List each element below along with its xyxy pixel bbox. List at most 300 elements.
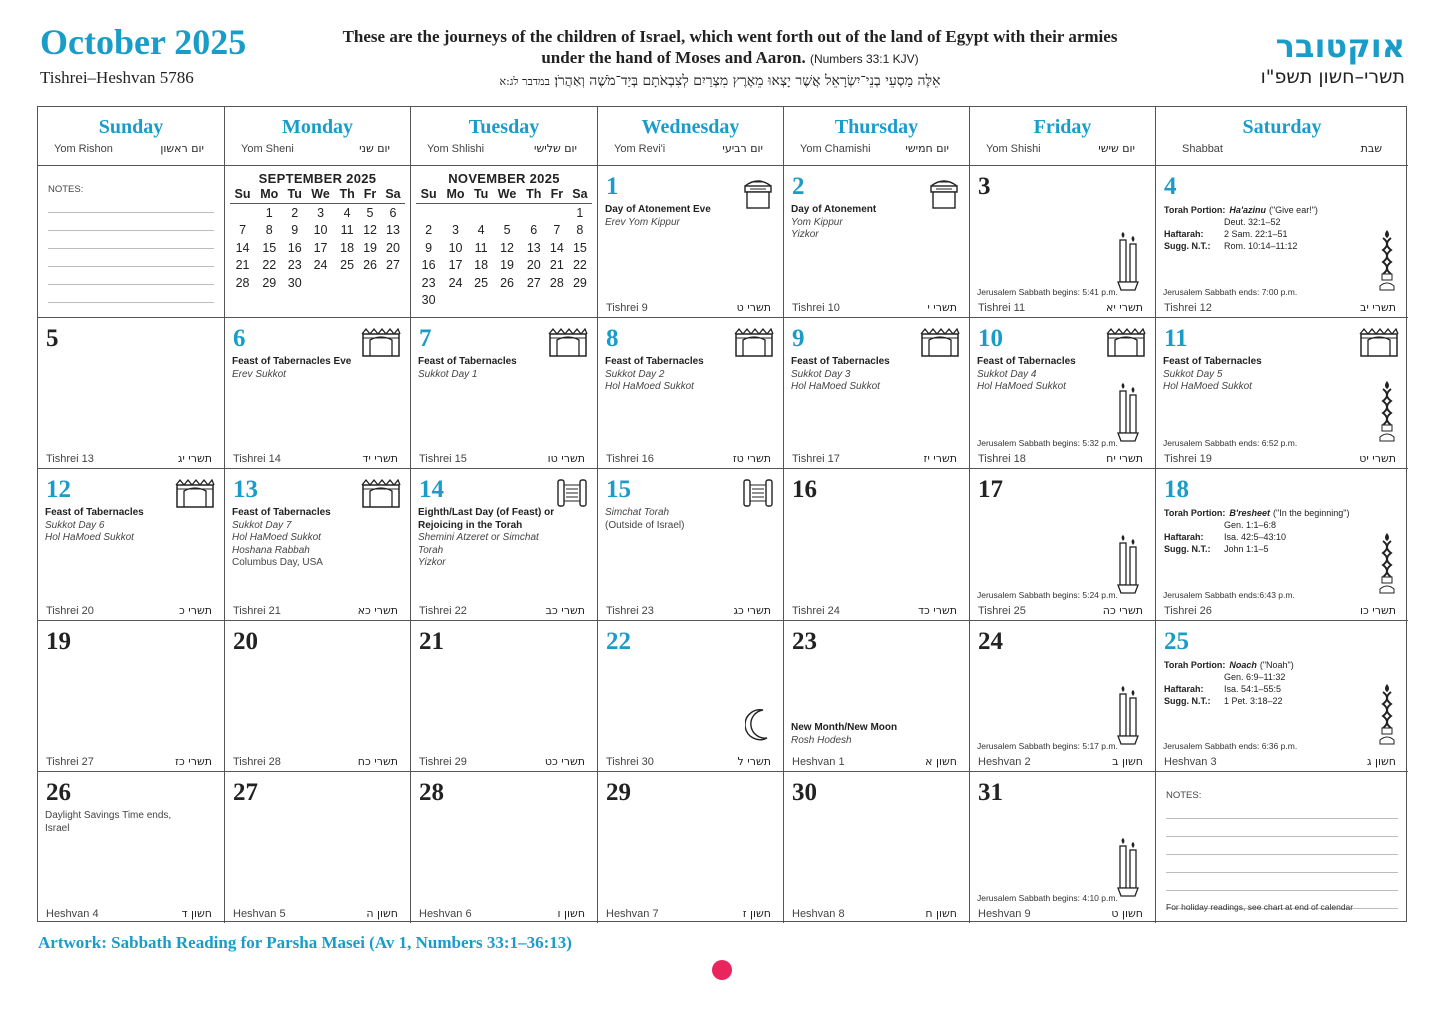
day-cell-14 (411, 468, 598, 620)
event-lines (232, 507, 370, 570)
sabbath-candles-icon (1115, 232, 1141, 299)
mini-date (470, 292, 493, 310)
event-line: Feast of Tabernacles (1163, 356, 1262, 367)
torah-scroll-icon (741, 477, 775, 514)
event-line: Daylight Savings Time ends, Israel (45, 810, 172, 834)
event-lines (418, 507, 557, 570)
event-line: Sukkot Day 1 (418, 368, 478, 380)
jewish-date: Tishrei 27 (46, 756, 94, 768)
weekday-transliteration: Yom Shlishi (427, 143, 485, 155)
date-number: 15 (606, 476, 631, 503)
scripture-quote (330, 26, 1130, 70)
torah-readings (1164, 659, 1294, 707)
mini-date (441, 292, 470, 310)
event-lines (791, 722, 929, 747)
mini-calendar-cell (411, 165, 598, 317)
day-cell-20 (225, 620, 411, 771)
day-cell-13 (225, 468, 411, 620)
date-number: 12 (46, 476, 71, 503)
torah-portion-meaning: ("In the beginning") (1273, 508, 1350, 518)
weekday-transliteration: Yom Shishi (986, 143, 1041, 155)
sabbath-time: Jerusalem Sabbath ends: 6:52 p.m. (1163, 438, 1298, 448)
notes-line[interactable] (1166, 837, 1398, 855)
nt-reading: 1 Pet. 3:18–22 (1224, 696, 1283, 706)
jewish-date-hebrew: תשרי טז (732, 452, 771, 465)
event-line: Rejoicing in the Torah (418, 519, 523, 531)
notes-area (48, 184, 214, 303)
havdalah-candle-icon (1378, 381, 1396, 450)
event-line: Erev Sukkot (232, 368, 286, 380)
date-number: 23 (792, 628, 817, 655)
event-line: Feast of Tabernacles (232, 507, 331, 518)
weekday-hebrew: יום שני (359, 142, 390, 155)
date-number: 30 (792, 779, 817, 806)
artwork-caption: Artwork: Sabbath Reading for Parsha Masei (Av 1, Numbers 33:1–36:13) (38, 933, 572, 952)
mini-day-header: Sa (381, 187, 405, 204)
event-line: Yom Kippur (791, 216, 843, 228)
event-line: Shemini Atzeret or Simchat Torah (418, 532, 539, 556)
haftarah-reading: 2 Sam. 22:1–51 (1224, 229, 1288, 239)
jewish-date: Tishrei 14 (233, 453, 281, 465)
mini-date: 18 (474, 258, 489, 273)
day-cell-22 (598, 620, 784, 771)
mini-date (546, 292, 568, 310)
sukkah-icon (174, 477, 216, 514)
event-lines (45, 810, 184, 835)
weekday-header-wednesday (598, 107, 784, 165)
notes-line[interactable] (1166, 801, 1398, 819)
mini-day-header: Tu (283, 187, 306, 204)
mini-date: 13 (386, 223, 400, 238)
haftarah-reading: Isa. 42:5–43:10 (1224, 532, 1287, 542)
event-lines (977, 356, 1115, 394)
event-lines (605, 204, 743, 229)
torah-readings (1164, 507, 1349, 555)
nt-label: Sugg. N.T.: (1164, 544, 1211, 554)
jewish-date-hebrew: חשון ה (366, 907, 398, 920)
jewish-months: Tishrei–Heshvan 5786 (40, 68, 194, 87)
event-lines (605, 356, 743, 394)
jewish-date: Tishrei 26 (1164, 605, 1212, 617)
mini-date: 28 (235, 275, 250, 290)
sabbath-time: Jerusalem Sabbath begins: 4:10 p.m. (977, 893, 1118, 903)
mini-date: 9 (425, 240, 433, 255)
jewish-date: Heshvan 3 (1164, 756, 1217, 768)
mini-date: 5 (503, 223, 511, 238)
mini-date: 29 (572, 275, 587, 290)
mini-date: 14 (235, 240, 250, 255)
jewish-date-hebrew: חשון ד (181, 907, 212, 920)
mini-date: 2 (291, 205, 299, 220)
sukkah-icon (547, 326, 589, 363)
mini-date: 7 (239, 223, 247, 238)
sabbath-candles-icon (1115, 383, 1141, 450)
mini-day-header: Th (335, 187, 359, 204)
event-line: Columbus Day, USA (232, 557, 323, 568)
mini-date: 27 (526, 275, 541, 290)
mini-date (381, 274, 405, 292)
jewish-date-hebrew: תשרי כו (1359, 604, 1396, 617)
notes-line[interactable] (48, 195, 214, 213)
mini-date: 23 (287, 258, 302, 273)
torah-scroll-icon (555, 477, 589, 514)
jewish-date-hebrew: תשרי ט (736, 301, 771, 314)
day-cell-10 (970, 317, 1156, 468)
date-number: 24 (978, 628, 1003, 655)
event-line: Rosh Hodesh (791, 734, 852, 746)
havdalah-candle-icon (1378, 230, 1396, 299)
jewish-date-hebrew: תשרי כא (357, 604, 398, 617)
jewish-date-hebrew: חשון ו (557, 907, 585, 920)
day-cell-16 (784, 468, 970, 620)
jewish-date: Tishrei 12 (1164, 302, 1212, 314)
hebrew-quote-text: אֵלֶּה מַסְעֵי בְנֵי־יִשְׂרָאֵל אֲשֶׁר יָצְאוּ מֵאֶרֶץ מִצְרַיִם לְצִבְאֹתָם בְּיַד־מֹשֶׁה וְאַהֲרֹן׃ (554, 73, 941, 89)
event-line: (Outside of Israel) (605, 519, 685, 531)
mini-date: 12 (363, 223, 377, 238)
notes-label: NOTES: (1166, 790, 1202, 801)
date-number: 3 (978, 173, 991, 200)
mini-date: 8 (576, 223, 584, 238)
jewish-date-hebrew: תשרי יט (1359, 452, 1396, 465)
mini-date: 30 (421, 293, 436, 308)
day-cell-11 (1156, 317, 1408, 468)
torah-portion-meaning: ("Noah") (1259, 660, 1294, 670)
haftarah-label: Haftarah: (1164, 532, 1204, 542)
mini-day-header: Mo (441, 187, 470, 204)
mini-date (522, 204, 546, 222)
mini-date: 6 (389, 205, 397, 220)
jewish-date: Tishrei 25 (978, 605, 1026, 617)
notes-line[interactable] (1166, 819, 1398, 837)
event-lines (791, 204, 929, 242)
jewish-date-hebrew: תשרי כה (1102, 604, 1143, 617)
date-number: 27 (233, 779, 258, 806)
jewish-date: Tishrei 9 (606, 302, 648, 314)
jewish-date-hebrew: חשון ג (1366, 755, 1396, 768)
weekday-hebrew: שבת (1360, 142, 1382, 155)
mini-date (470, 204, 493, 222)
mini-date: 27 (386, 258, 400, 273)
mini-date: 21 (235, 258, 250, 273)
torah-portion-name: Noach (1229, 660, 1257, 670)
weekday-header-friday (970, 107, 1156, 165)
event-lines (232, 356, 370, 381)
mini-date: 19 (363, 240, 377, 255)
jewish-date: Tishrei 10 (792, 302, 840, 314)
mini-date (522, 292, 546, 310)
event-line: Hol HaMoed Sukkot (605, 381, 694, 392)
date-number: 28 (419, 779, 444, 806)
date-number: 14 (419, 476, 444, 503)
mini-date: 19 (500, 258, 515, 273)
date-number: 9 (792, 325, 805, 352)
event-line: Sukkot Day 2 (605, 368, 665, 380)
jewish-date-hebrew: תשרי כג (733, 604, 771, 617)
weekday-transliteration: Yom Sheni (241, 143, 294, 155)
mini-date: 22 (572, 258, 587, 273)
hebrew-jewish-months: תשרי–חשון תשפ"ו (1260, 66, 1405, 88)
torah-reading: Deut. 32:1–52 (1224, 217, 1281, 227)
day-cell-12 (38, 468, 225, 620)
mini-date (416, 204, 441, 222)
hebrew-month-title: אוקטובר (1275, 27, 1405, 65)
weekday-name: Saturday (1242, 116, 1322, 138)
notes-line[interactable] (48, 231, 214, 249)
jewish-date: Tishrei 30 (606, 756, 654, 768)
event-line: Sukkot Day 3 (791, 368, 851, 380)
jewish-date: Tishrei 19 (1164, 453, 1212, 465)
day-cell-7 (411, 317, 598, 468)
jewish-date: Heshvan 7 (606, 908, 659, 920)
date-number: 4 (1164, 173, 1177, 200)
mini-date: 10 (313, 223, 328, 238)
nt-label: Sugg. N.T.: (1164, 696, 1211, 706)
mini-date (568, 292, 592, 310)
mini-calendar-title: NOVEMBER 2025 (448, 171, 560, 186)
nt-reading: Rom. 10:14–11:12 (1224, 241, 1298, 251)
weekday-hebrew: יום רביעי (722, 142, 763, 155)
mini-date: 11 (340, 223, 354, 238)
day-cell-9 (784, 317, 970, 468)
event-line: Feast of Tabernacles (605, 356, 704, 367)
day-cell-30 (784, 771, 970, 923)
mini-date: 23 (421, 275, 436, 290)
jewish-date: Tishrei 28 (233, 756, 281, 768)
mini-date: 9 (291, 223, 299, 238)
mini-date (492, 204, 521, 222)
sabbath-time: Jerusalem Sabbath ends: 6:36 p.m. (1163, 741, 1298, 751)
event-line: Hol HaMoed Sukkot (977, 381, 1066, 392)
jewish-date: Tishrei 13 (46, 453, 94, 465)
day-cell-24 (970, 620, 1156, 771)
notes-footer: For holiday readings, see chart at end of calendar (1166, 902, 1354, 912)
ark-icon (741, 174, 775, 215)
mini-date: 15 (262, 240, 277, 255)
jewish-date: Heshvan 6 (419, 908, 472, 920)
mini-day-header: Su (230, 187, 255, 204)
sabbath-time: Jerusalem Sabbath begins: 5:17 p.m. (977, 741, 1118, 751)
mini-date: 26 (500, 275, 515, 290)
mini-date: 20 (386, 240, 400, 255)
event-line: Hol HaMoed Sukkot (232, 532, 321, 543)
mini-date: 1 (265, 205, 273, 220)
notes-line[interactable] (48, 213, 214, 231)
event-line: Erev Yom Kippur (605, 216, 680, 228)
day-cell-8 (598, 317, 784, 468)
date-number: 17 (978, 476, 1003, 503)
mini-calendar-table (416, 187, 592, 309)
notes-line[interactable] (48, 249, 214, 267)
jewish-date: Heshvan 9 (978, 908, 1031, 920)
mini-date: 25 (340, 258, 355, 273)
day-cell-31 (970, 771, 1156, 923)
date-number: 18 (1164, 476, 1189, 503)
sabbath-candles-icon (1115, 686, 1141, 753)
mini-date: 10 (448, 240, 463, 255)
mini-date: 1 (576, 205, 584, 220)
weekday-name: Tuesday (468, 116, 540, 138)
weekday-hebrew: יום שישי (1098, 142, 1135, 155)
notes-label: NOTES: (48, 184, 84, 195)
mini-day-header: Su (416, 187, 441, 204)
weekday-header-monday (225, 107, 411, 165)
nt-reading: John 1:1–5 (1224, 544, 1269, 554)
sabbath-time: Jerusalem Sabbath ends: 7:00 p.m. (1163, 287, 1298, 297)
day-cell-28 (411, 771, 598, 923)
notes-cell (1156, 771, 1408, 923)
weekday-name: Monday (281, 116, 354, 138)
jewish-date: Tishrei 21 (233, 605, 281, 617)
mini-calendar-title: SEPTEMBER 2025 (258, 171, 377, 186)
date-number: 5 (46, 325, 59, 352)
notes-line[interactable] (1166, 855, 1398, 873)
notes-line[interactable] (48, 267, 214, 285)
day-cell-29 (598, 771, 784, 923)
date-number: 13 (233, 476, 258, 503)
sabbath-time: Jerusalem Sabbath begins: 5:32 p.m. (977, 438, 1118, 448)
event-line: Eighth/Last Day (of Feast) or (418, 507, 555, 518)
mini-date: 29 (262, 275, 277, 290)
jewish-date: Tishrei 23 (606, 605, 654, 617)
day-cell-27 (225, 771, 411, 923)
day-cell-18 (1156, 468, 1408, 620)
notes-line[interactable] (1166, 873, 1398, 891)
date-number: 26 (46, 779, 71, 806)
weekday-name: Wednesday (641, 116, 740, 138)
jewish-date-hebrew: חשון ב (1112, 755, 1143, 768)
event-line: Hol HaMoed Sukkot (1163, 381, 1252, 392)
notes-area (1166, 790, 1398, 912)
day-cell-25 (1156, 620, 1408, 771)
sabbath-time: Jerusalem Sabbath ends:6:43 p.m. (1163, 590, 1295, 600)
weekday-transliteration: Shabbat (1182, 143, 1223, 155)
event-line: Feast of Tabernacles Eve (232, 356, 352, 367)
mini-calendar-mini_sep (230, 171, 405, 292)
jewish-date-hebrew: תשרי כד (917, 604, 957, 617)
torah-portion-label: Torah Portion: (1164, 508, 1226, 518)
hebrew-quote-citation: במדבר לג:א (499, 75, 550, 88)
jewish-date-hebrew: חשון ז (742, 907, 771, 920)
mini-date: 8 (265, 223, 273, 238)
event-line: Sukkot Day 4 (977, 368, 1037, 380)
crescent-moon-icon (745, 708, 771, 747)
mini-date (230, 204, 255, 222)
torah-portion-name: B'resheet (1229, 508, 1270, 518)
mini-date: 15 (572, 240, 587, 255)
hebrew-quote (400, 73, 1040, 90)
jewish-date: Heshvan 2 (978, 756, 1031, 768)
mini-day-header: We (492, 187, 521, 204)
mini-date: 24 (448, 275, 463, 290)
date-number: 6 (233, 325, 246, 352)
nt-label: Sugg. N.T.: (1164, 241, 1211, 251)
mini-day-header: We (306, 187, 335, 204)
weekday-header-thursday (784, 107, 970, 165)
ark-icon (927, 174, 961, 215)
torah-portion-meaning: ("Give ear!") (1268, 205, 1318, 215)
day-cell-26 (38, 771, 225, 923)
event-line: Hoshana Rabbah (232, 544, 310, 556)
mini-date: 6 (530, 223, 538, 238)
weekday-hebrew: יום חמישי (905, 142, 949, 155)
event-line: Feast of Tabernacles (418, 356, 517, 367)
date-number: 11 (1164, 325, 1188, 352)
torah-portion-name: Ha'azinu (1229, 205, 1266, 215)
event-lines (418, 356, 557, 381)
jewish-date: Heshvan 4 (46, 908, 99, 920)
mini-date: 22 (262, 258, 277, 273)
jewish-date-hebrew: חשון ח (925, 907, 957, 920)
mini-date: 2 (425, 223, 433, 238)
torah-portion-label: Torah Portion: (1164, 660, 1226, 670)
mini-calendar-mini_nov (416, 171, 592, 309)
sabbath-time: Jerusalem Sabbath begins: 5:41 p.m. (977, 287, 1118, 297)
day-cell-6 (225, 317, 411, 468)
torah-readings (1164, 204, 1318, 252)
notes-line[interactable] (48, 285, 214, 303)
jewish-date-hebrew: תשרי כט (544, 755, 585, 768)
event-line: Day of Atonement Eve (605, 204, 711, 215)
mini-day-header: Sa (568, 187, 592, 204)
day-cell-4 (1156, 165, 1408, 317)
mini-date: 30 (287, 275, 302, 290)
weekday-transliteration: Yom Chamishi (800, 143, 871, 155)
sukkah-icon (733, 326, 775, 363)
jewish-date: Tishrei 18 (978, 453, 1026, 465)
weekday-name: Thursday (834, 116, 919, 138)
mini-date: 17 (313, 240, 328, 255)
date-number: 2 (792, 173, 805, 200)
mini-day-header: Fr (546, 187, 568, 204)
sukkah-icon (1105, 326, 1147, 363)
event-line: Simchat Torah (605, 507, 670, 518)
mini-calendar-cell (225, 165, 411, 317)
jewish-date-hebrew: תשרי טו (547, 452, 585, 465)
jewish-date-hebrew: תשרי יג (177, 452, 212, 465)
day-cell-23 (784, 620, 970, 771)
header-right (1261, 28, 1405, 88)
jewish-date: Tishrei 29 (419, 756, 467, 768)
mini-date: 13 (526, 240, 541, 255)
mini-date: 3 (317, 205, 325, 220)
jewish-date-hebrew: תשרי יא (1105, 301, 1143, 314)
weekday-header-sunday (38, 107, 225, 165)
jewish-date: Tishrei 22 (419, 605, 467, 617)
jewish-date-hebrew: תשרי יב (1359, 301, 1396, 314)
weekday-header-tuesday (411, 107, 598, 165)
header-left (40, 22, 246, 88)
mini-date: 4 (343, 205, 351, 220)
mini-date (441, 204, 470, 222)
torah-portion-label: Torah Portion: (1164, 205, 1226, 215)
jewish-date-hebrew: תשרי יד (362, 452, 398, 465)
day-cell-5 (38, 317, 225, 468)
mini-day-header: Th (522, 187, 546, 204)
mini-date: 18 (340, 240, 355, 255)
event-line: Yizkor (418, 557, 446, 568)
torah-reading: Gen. 1:1–6:8 (1224, 520, 1277, 530)
mini-date (546, 204, 568, 222)
event-line: Sukkot Day 7 (232, 519, 292, 531)
day-cell-19 (38, 620, 225, 771)
mini-day-header: Fr (359, 187, 381, 204)
mini-date: 11 (474, 240, 488, 255)
calendar-grid (37, 106, 1407, 922)
mini-date: 16 (421, 258, 436, 273)
mini-date (335, 274, 359, 292)
page-marker-dot (712, 960, 732, 980)
mini-date (492, 292, 521, 310)
